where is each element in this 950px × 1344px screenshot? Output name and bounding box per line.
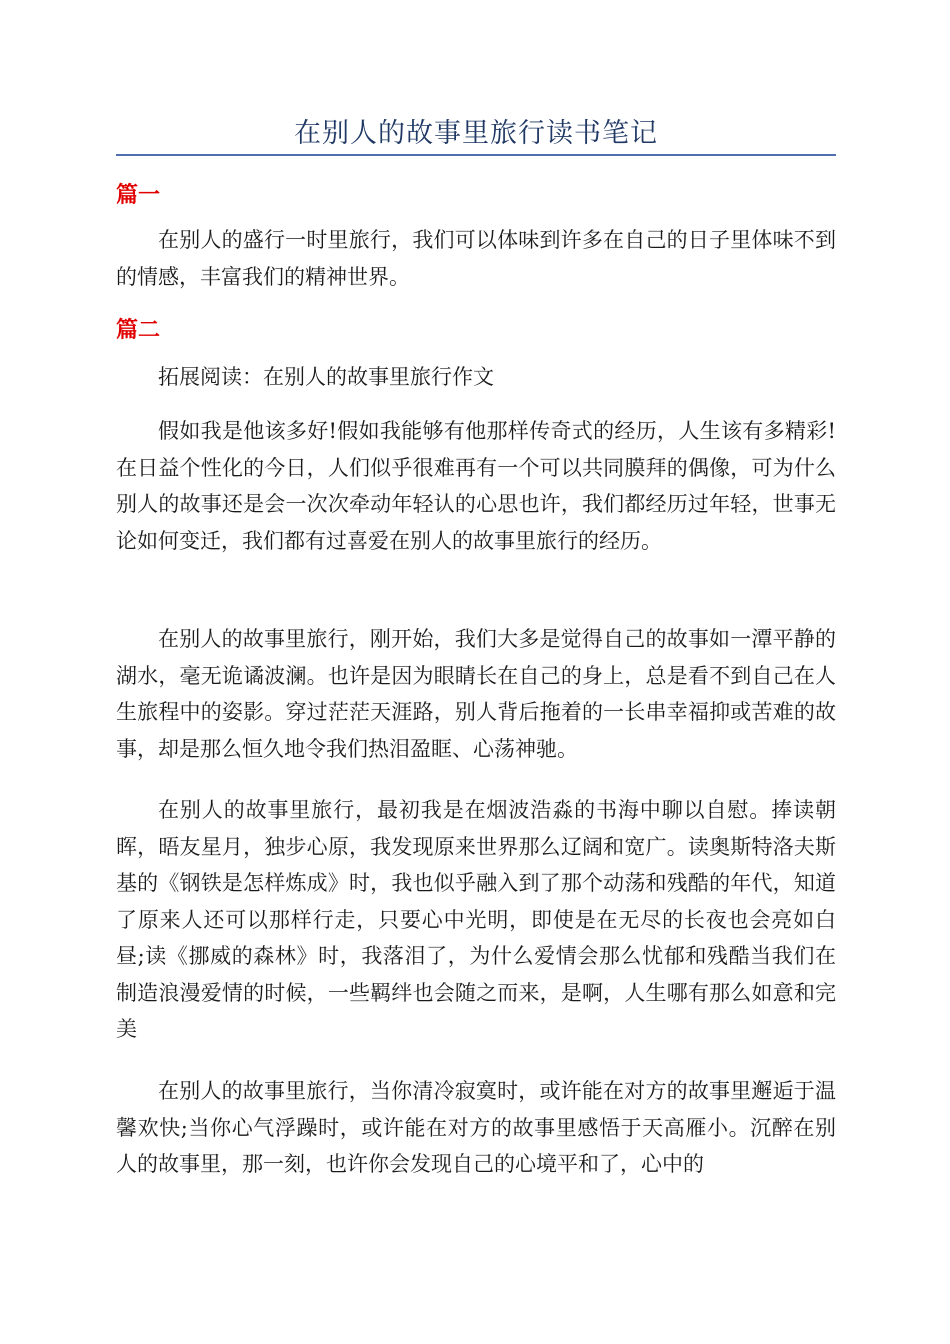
section-2-paragraph-3: 在别人的故事里旅行，刚开始，我们大多是觉得自己的故事如一潭平静的湖水，毫无诡谲波澜。也许是因为眼睛长在自己的身上，总是看不到自己在人生旅程中的姿影。穿过茫茫天涯路，别人背后拖着的一长串幸福抑或苦难的故事，却是那么恒久地令我们热泪盈眶、心荡神驰。	[116, 627, 836, 761]
section-heading-1: 篇一	[116, 183, 161, 208]
section-1-paragraph-1: 在别人的盛行一时里旅行，我们可以体味到许多在自己的日子里体味不到的情感，丰富我们的精神世界。	[116, 228, 836, 289]
section-2-paragraph-2: 假如我是他该多好!假如我能够有他那样传奇式的经历，人生该有多精彩!在日益个性化的今日，人们似乎很难再有一个可以共同膜拜的偶像，可为什么别人的故事还是会一次次牵动年轻认的心思也许，我们都经历过年轻，世事无论如何变迁，我们都有过喜爱在别人的故事里旅行的经历。	[116, 419, 836, 553]
section-2-paragraph-4: 在别人的故事里旅行，最初我是在烟波浩淼的书海中聊以自慰。捧读朝晖，晤友星月，独步心原，我发现原来世界那么辽阔和宽广。读奥斯特洛夫斯基的《钢铁是怎样炼成》时，我也似乎融入到了那个动荡和残酷的年代，知道了原来人还可以那样行走，只要心中光明，即使是在无尽的长夜也会亮如白昼;读《挪威的森林》时，我落泪了，为什么爱情会那么忧郁和残酷当我们在制造浪漫爱情的时候，一些羁绊也会随之而来，是啊，人生哪有那么如意和完美	[116, 798, 836, 1041]
section-heading-2: 篇二	[116, 318, 161, 343]
document-title: 在别人的故事里旅行读书笔记	[294, 118, 658, 149]
section-2-paragraph-5: 在别人的故事里旅行，当你清冷寂寞时，或许能在对方的故事里邂逅于温馨欢快;当你心气浮躁时，或许能在对方的故事里感悟于天高雁小。沉醉在别人的故事里，那一刻，也许你会发现自己的心境平和了，心中的	[116, 1079, 836, 1176]
section-2-paragraph-1: 拓展阅读：在别人的故事里旅行作文	[158, 365, 494, 389]
title-divider	[116, 154, 836, 156]
